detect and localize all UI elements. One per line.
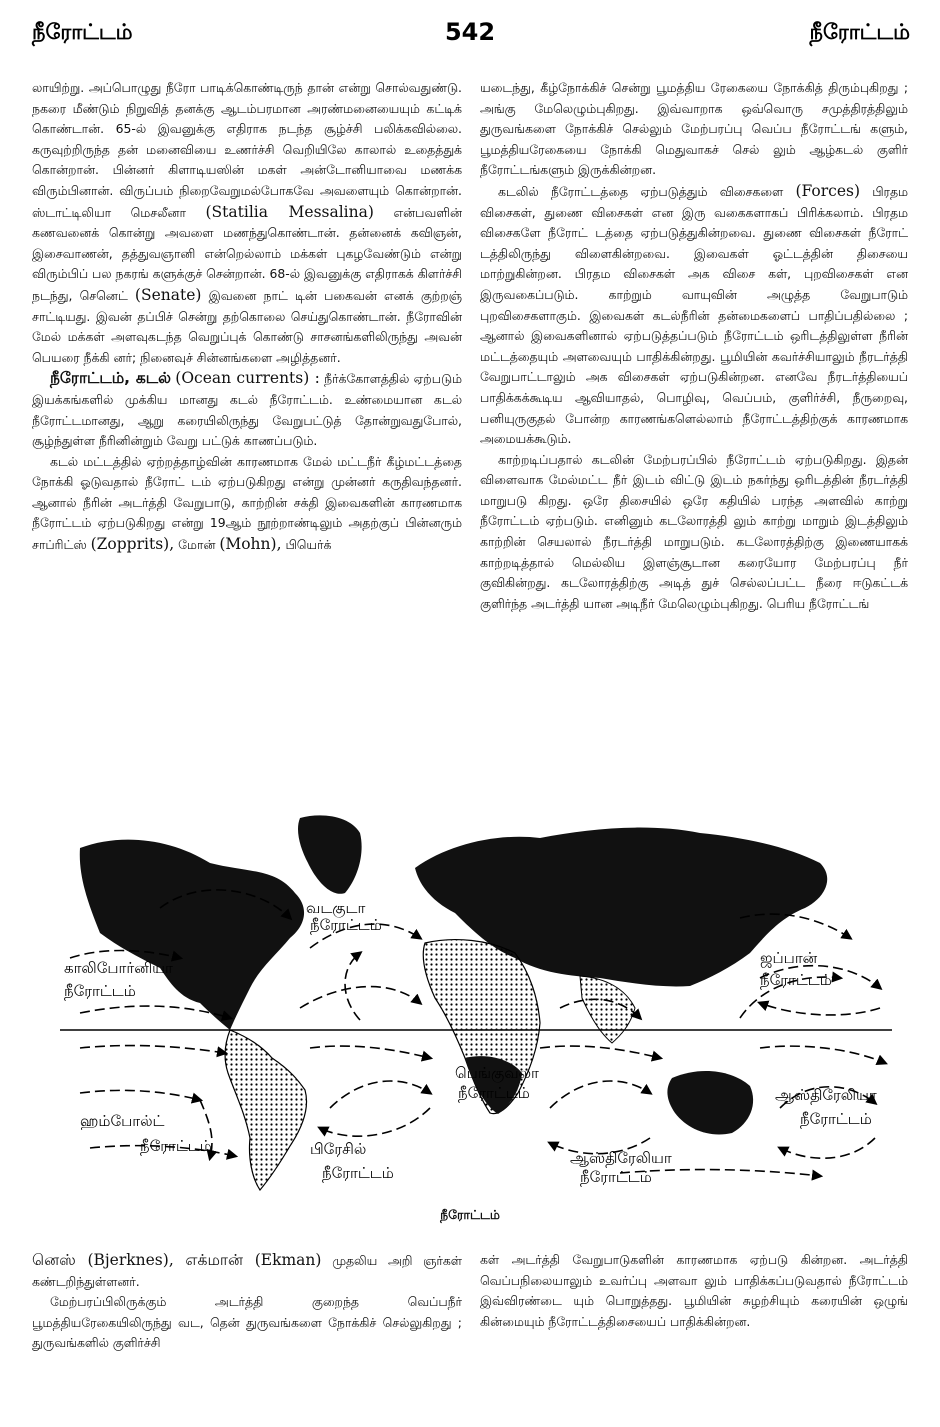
world-map-figure <box>60 808 892 1193</box>
label-west-australia-2: நீரோட்டம் <box>580 1168 652 1186</box>
label-benguela-1: பெங்குவலா <box>455 1064 539 1082</box>
entry-ocean-currents <box>32 368 462 451</box>
text: முதலிய அறி ஞர்கள் கண்டறிந்துள்ளனர். <box>32 1253 462 1289</box>
page-number: 542 <box>444 18 496 46</box>
label-japan-1: ஜப்பான் <box>760 949 818 967</box>
text: இவனை நாட் டின் பகைவன் எனக் குற்றஞ் சாட்டியது. இவன் தப்பிச் சென்று தற்கொலை செய்துகொண்டான். நீரோவின் மேல் மக்கள் அளவுகடந்த வெறுப்புக் கொண்டு சாசனங்களிலிருந்து அவன் பெயரை நீக்கி னர்; நினைவுச் சின்னங்களை அழித்தனர். <box>32 287 462 365</box>
entry-heading: நீரோட்டம், கடல் <box>50 369 171 388</box>
paragraph: மேற்பரப்பிலிருக்கும் அடர்த்தி குறைந்த வெப்பநீர் பூமத்தியரேகையிலிருந்து வட, தென் துருவங்களை நோக்கிச் செல்லுகிறது ; துருவங்களில் குளிர்ச்சி <box>32 1294 462 1351</box>
english-term: (Forces) <box>795 181 861 200</box>
english-term: (Senate) <box>134 285 202 304</box>
text: நீர்க்கோளத்தில் ஏற்படும் இயக்கங்களில் முக்கிய மானது கடல் நீரோட்டம். உண்மையான கடல் நீரோட்டமானது, ஆறு கரையிலிருந்து வேறுபட்டுத் தோன்றுவதுபோல், சூழ்ந்துள்ள நீரினின்றும் வேறு பட்டுக் காணப்படும். <box>32 371 462 449</box>
paragraph <box>32 1250 462 1292</box>
label-brazil-2: நீரோட்டம் <box>322 1164 394 1182</box>
bottom-right-column <box>480 1250 908 1332</box>
running-head-right: நீரோட்டம் <box>809 20 910 44</box>
label-east-australia-1: ஆஸ்திரேலியா <box>775 1086 877 1104</box>
label-north-atlantic-1: வடகுடா <box>306 899 366 917</box>
label-japan-2: நீரோட்டம் <box>760 971 832 989</box>
paragraph-forces <box>480 181 908 450</box>
bottom-left-column <box>32 1250 462 1354</box>
label-east-australia-2: நீரோட்டம் <box>800 1110 872 1128</box>
ocean-currents-map <box>60 808 892 1193</box>
label-west-australia-1: ஆஸ்திரேலியா <box>570 1149 672 1167</box>
label-california-2: நீரோட்டம் <box>64 982 136 1000</box>
label-humboldt-2: நீரோட்டம் <box>140 1137 212 1155</box>
paragraph: காற்றடிப்பதால் கடலின் மேற்பரப்பில் நீரோட்டம் ஏற்படுகிறது. இதன் விளைவாக மேல்மட்ட நீர் இடம் விட்டு இடம் நகர்ந்து ஒரிடத்தின் நீரடர்த்தி மாறுபடு கிறது. ஒரே திசையில் ஒரே கதியில் பரந்த அளவில் காற்று நீரோட்டம் ஏற்படும். எனினும் கடலோரத்தி லும் காற்று மாறும் இடத்திலும் காற்றின் செயலால் நீரடர்த்தி மாறுபடும். கடலோரத்திற்கு இணையாகக் காற்றடித்தால் மெல்லிய இளஞ்சூடான கரையோர மேற்பரப்பு நீர் குவிகின்றது. கடலோரத்திற்கு அடித் துச் செல்லப்பட்ட நீரை ஈடுகட்டக் குளிர்ந்த அடர்த்தி யான அடிநீர் மேலெழும்புகிறது. பெரிய நீரோட்டங் <box>480 451 908 611</box>
text: மோன் <box>178 537 216 553</box>
running-head-left: நீரோட்டம் <box>32 20 133 44</box>
left-column <box>32 78 462 556</box>
figure-caption: நீரோட்டம் <box>440 1207 500 1222</box>
text: என்பவளின் கணவனைக் கொன்று அவளை மணந்துகொண்டான். தன்னைக் கவிஞன், இசைவாணன், தத்துவஞானி என்றெல்லாம் மக்கள் புகழவேண்டும் என்று விரும்பிப் பல நகரங் களுக்குச் சென்றான். 68-ல் இவனுக்கு எதிராகக் கிளர்ச்சி நடந்து, செனெட் <box>32 204 462 303</box>
label-california-1: காலிபோர்னியா <box>64 959 173 977</box>
label-brazil-1: பிரேசில் <box>310 1140 367 1158</box>
label-benguela-2: நீரோட்டம் <box>458 1084 530 1102</box>
entry-heading-english: (Ocean currents) : <box>175 369 320 388</box>
text: கடல் மட்டத்தில் ஏற்றத்தாழ்வின் காரணமாக மேல் மட்டநீர் கீழ்மட்டத்தை நோக்கி ஓடுவதால் நீரோட் டம் ஏற்படுகிறது என்று முன்னர் கருதிவந்தனர். ஆனால் நீரின் அடர்த்தி வேறுபாடு, காற்றின் சக்தி இவைகளின் காரணமாக நீரோட்டம் ஏற்படுகிறது என்று 19ஆம் நூற்றாண்டிலும் அதற்குப் பின்னரும் சாப்ரிட்ஸ் <box>32 453 462 553</box>
english-term: (Statilia Messalina) <box>205 202 374 221</box>
english-term: (Mohn), <box>219 535 282 554</box>
paragraph: கள் அடர்த்தி வேறுபாடுகளின் காரணமாக ஏற்படு கின்றன. அடர்த்தி வெப்பநிலையாலும் உவர்ப்பு அளவா லும் பாதிக்கப்படுவதால் நீரோட்டம் இவ்விரண்டை யும் பொறுத்தது. பூமியின் சுழற்சியும் கரையின் ஒழுங் கின்மையும் நீரோட்டத்திசையைப் பாதிக்கின்றன. <box>480 1252 908 1329</box>
text: கடலில் நீரோட்டத்தை ஏற்படுத்தும் விசைகளை <box>498 183 784 199</box>
paragraph <box>32 452 462 556</box>
text: லாயிற்று. அப்பொழுது நீரோ பாடிக்கொண்டிருந் தான் என்று சொல்வதுண்டு. நகரை மீண்டும் நிறுவித் தனக்கு ஆடம்பரமான அரண்மனையையும் கட்டிக் கொண்டான். 65-ல் இவனுக்கு எதிராக நடந்த சூழ்ச்சி பலிக்கவில்லை. கருவுற்றிருந்த தன் மனைவியை உணர்ச்சி வெறியிலே காலால் உதைத்துக் கொன்றான். பின்னர் கிளாடியஸின் மகள் அன்டோனியாவை மணக்க விரும்பினான். விருப்பம் நிறைவேறுமல்போகவே அவளையும் கொன்றான். ஸ்டாட்டிலியா மெசலீனா <box>32 80 462 220</box>
label-humboldt-1: ஹம்போல்ட் <box>80 1112 165 1130</box>
paragraph: யடைந்து, கீழ்நோக்கிச் சென்று பூமத்திய ரேகையை நோக்கித் திரும்புகிறது ; அங்கு மேலெழும்புகிறது. இவ்வாறாக ஒவ்வொரு சமுத்திரத்திலும் துருவங்களை நோக்கிச் செல்லும் மேற்பரப்பு வெப்ப நீரோட்டங் களும், பூமத்தியரேகையை நோக்கி மெதுவாகச் செல் லும் ஆழ்கடல் குளிர் நீரோட்டங்களும் இருக்கின்றன. <box>480 80 908 178</box>
right-column <box>480 78 908 614</box>
paragraph-nero-continued <box>32 78 462 368</box>
text: பியெர்க் <box>285 537 332 553</box>
label-north-atlantic-2: நீரோட்டம் <box>310 916 382 934</box>
text: பிரதம விசைகள், துணை விசைகள் என இரு வகைகளாகப் பிரிக்கலாம். பிரதம விசைகளே நீரோட் டத்தை ஏற்படுத்துகின்றவை. துணை விசைகள் நீரோட் டத்திலிருந்து விளைகின்றவை. இவைகள் ஓட்டத்தின் திசையை மாற்றுகின்றன. பிரதம விசைகள் அக விசை கள், புறவிசைகள் என இருவகைப்படும். காற்றும் வாயுவின் அழுத்த வேறுபாடும் புறவிசைகளாகும். இவைகள் கடல்நீரின் தன்மைகளைப் பாதிப்பதில்லை ; ஆனால் இவைகளினால் ஏற்படுத்தப்படும் நீரோட்டம் ஒரிடத்திலுள்ள நீரின் மட்டத்தையும் அளவையும் பாதிக்கின்றது. பூமியின் கவர்ச்சியாலும் நீரடர்த்தி வேறுபாட்டாலும் அக விசைகள் ஏற்படுகின்றன. எனவே நீரடர்த்தியைப் பாதிக்கக்கூடிய ஆவியாதல், பொழிவு, வெப்பம், குளிர்ச்சி, நீருறைவு, பனியுருகுதல் போன்ற காரணங்களெல்லாம் நீரோட்டத்திற்குக் காரணமாக அமையக்கூடும். <box>480 183 908 447</box>
english-term: னெஸ் (Bjerknes), எக்மான் (Ekman) <box>32 1251 322 1269</box>
english-term: (Zopprits), <box>90 535 175 554</box>
